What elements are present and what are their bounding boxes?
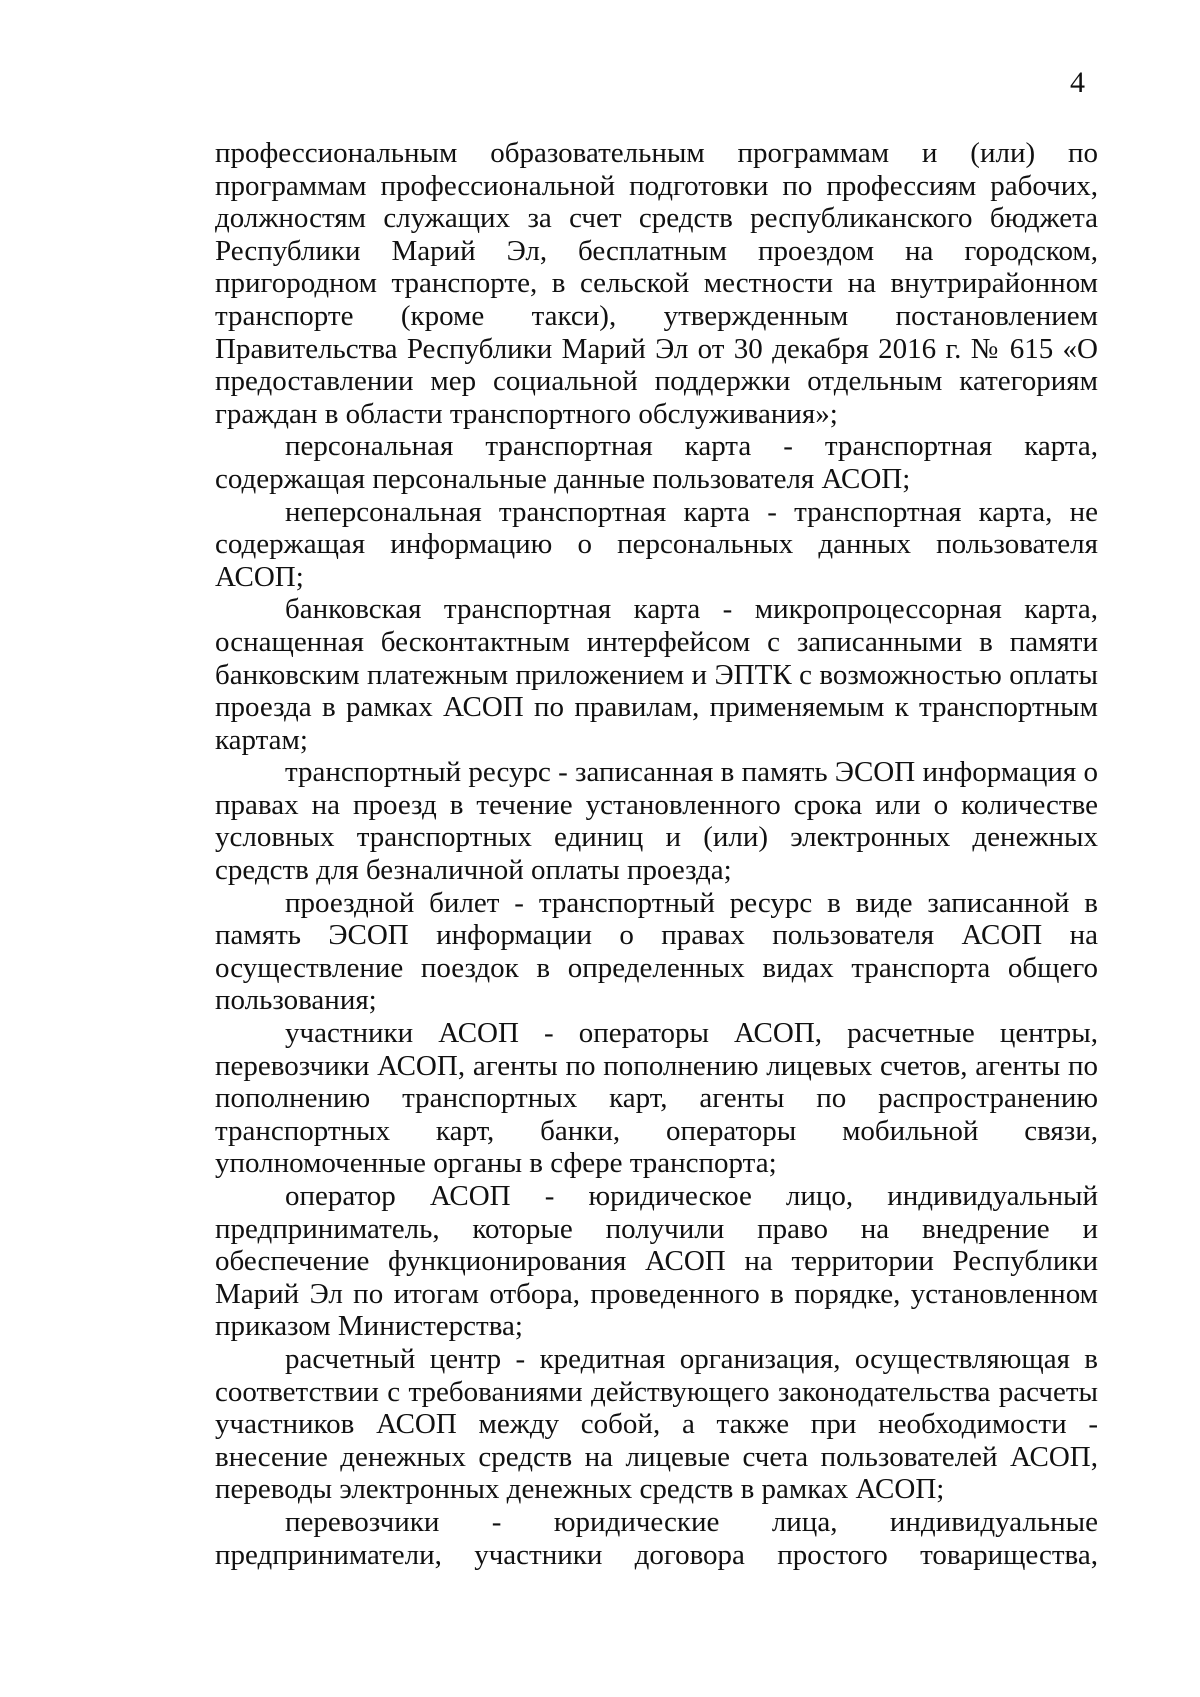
paragraph-settlement-center: расчетный центр - кредитная организация, осуществляющая в соответствии с требованиями действующего законодательства расчеты участников АСОП между собой, а также при необходимости - внесение денежных средств на лицевые счета пользователей АСОП, переводы электронных денежных средств в рамках АСОП; <box>215 1342 1098 1506</box>
paragraph-carriers: перевозчики - юридические лица, индивидуальные предприниматели, участники договора простого товарищества, <box>215 1505 1098 1571</box>
paragraph-transport-resource: транспортный ресурс - записанная в память ЭСОП информация о правах на проезд в течение установленного срока или о количестве условных транспортных единиц и (или) электронных денежных средств для безналичной оплаты проезда; <box>215 756 1098 887</box>
document-body <box>215 137 1098 1571</box>
paragraph-travel-ticket: проездной билет - транспортный ресурс в виде записанной в память ЭСОП информации о правах пользователя АСОП на осуществление поездок в определенных видах транспорта общего пользования; <box>215 886 1098 1017</box>
paragraph-personal-transport-card: персональная транспортная карта - транспортная карта, содержащая персональные данные пользователя АСОП; <box>215 430 1098 495</box>
paragraph-asop-participants: участники АСОП - операторы АСОП, расчетные центры, перевозчики АСОП, агенты по пополнению лицевых счетов, агенты по пополнению транспортных карт, агенты по распространению транспортных карт, банки, операторы мобильной связи, уполномоченные органы в сфере транспорта; <box>215 1017 1098 1180</box>
page-number: 4 <box>1070 66 1085 99</box>
paragraph-bank-transport-card: банковская транспортная карта - микропроцессорная карта, оснащенная бесконтактным интерфейсом с записанными в памяти банковским платежным приложением и ЭПТК с возможностью оплаты проезда в рамках АСОП по правилам, применяемым к транспортным картам; <box>215 593 1098 756</box>
paragraph-education-programs: профессиональным образовательным программам и (или) по программам профессиональной подготовки по профессиям рабочих, должностям служащих за счет средств республиканского бюджета Республики Марий Эл, бесплатным проездом на городском, пригородном транспорте, в сельской местности на внутрирайонном транспорте (кроме такси), утвержденным постановлением Правительства Республики Марий Эл от 30 декабря 2016 г. № 615 «О предоставлении мер социальной поддержки отдельным категориям граждан в области транспортного обслуживания»; <box>215 137 1098 430</box>
paragraph-nonpersonal-transport-card: неперсональная транспортная карта - транспортная карта, не содержащая информацию о персональных данных пользователя АСОП; <box>215 495 1098 593</box>
paragraph-asop-operator: оператор АСОП - юридическое лицо, индивидуальный предприниматель, которые получили право на внедрение и обеспечение функционирования АСОП на территории Республики Марий Эл по итогам отбора, проведенного в порядке, установленном приказом Министерства; <box>215 1180 1098 1343</box>
